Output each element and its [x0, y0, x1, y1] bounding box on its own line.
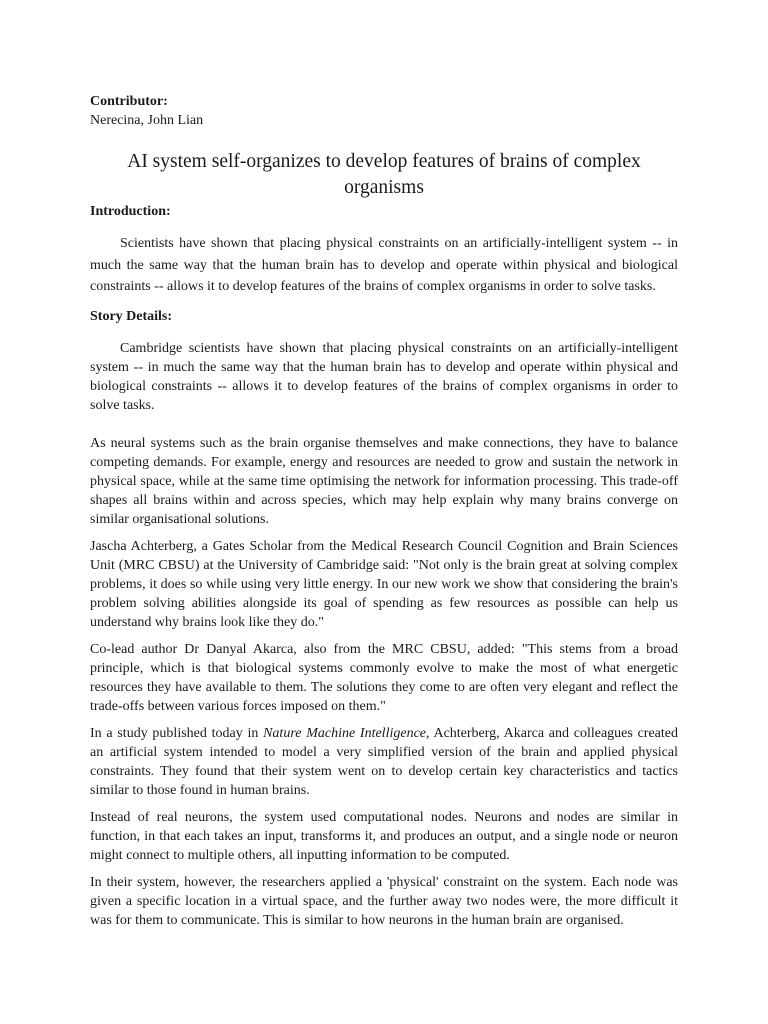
story-details-heading: Story Details: — [90, 308, 173, 324]
story-paragraph-4: Co-lead author Dr Danyal Akarca, also from the MRC CBSU, added: "This stems from a broad principle, which is that biological systems commonly evolve to make the most of what energetic resources they have available to them. The solutions they come to are often very elegant and reflect the trade-offs between various forces imposed on them." — [90, 641, 678, 714]
story-paragraph-6: Instead of real neurons, the system used computational nodes. Neurons and nodes are similar in function, in that each takes an input, transforms it, and produces an output, and a single node or neuron might connect to multiple others, all inputting information to be computed. — [90, 809, 678, 863]
story-paragraph-5-rest: , Achterberg, Akarca and colleagues created an artificial system intended to model a very simplified version of the brain and applied physical constraints. They found that their system went on to develop certain key characteristics and tactics similar to those found in human brains. — [90, 725, 678, 798]
story-paragraph-5-lead: In a study published today in — [90, 725, 264, 741]
introduction-heading: Introduction: — [90, 204, 171, 219]
story-paragraph-5 — [90, 724, 678, 800]
story-paragraph-3: Jascha Achterberg, a Gates Scholar from the Medical Research Council Cognition and Brain Sciences Unit (MRC CBSU) at the University of Cambridge said: "Not only is the brain great at solving complex problems, it does so while using very little energy. In our new work we show that considering the brain's problem solving abilities alongside its goal of spending as few resources as possible can help us understand why brains look like they do." — [90, 538, 678, 630]
contributor-name: Nerecina, John Lian — [90, 113, 204, 128]
story-paragraph-1: Cambridge scientists have shown that placing physical constraints on an artificially-intelligent system -- in much the same way that the human brain has to develop and operate within physical and biological constraints -- allows it to develop features of the brains of complex organisms in order to solve tasks. — [90, 340, 678, 413]
story-paragraph-7: In their system, however, the researchers applied a 'physical' constraint on the system. Each node was given a specific location in a virtual space, and the further away two nodes were, the more difficult it was for them to communicate. This is similar to how neurons in the human brain are organised. — [90, 874, 678, 928]
article-title: AI system self-organizes to develop features of brains of complex organisms — [127, 151, 641, 198]
journal-name: Nature Machine Intelligence — [263, 725, 426, 741]
story-paragraph-2: As neural systems such as the brain organise themselves and make connections, they have to balance competing demands. For example, energy and resources are needed to grow and sustain the network in physical space, while at the same time optimising the network for information processing. This trade-off shapes all brains within and across species, which may help explain why many brains converge on similar organisational solutions. — [90, 435, 678, 527]
introduction-paragraph: Scientists have shown that placing physical constraints on an artificially-intelligent system -- in much the same way that the human brain has to develop and operate within physical and biological constraints -- allows it to develop features of the brains of complex organisms in order to solve tasks. — [90, 236, 678, 294]
contributor-label: Contributor: — [90, 94, 168, 109]
